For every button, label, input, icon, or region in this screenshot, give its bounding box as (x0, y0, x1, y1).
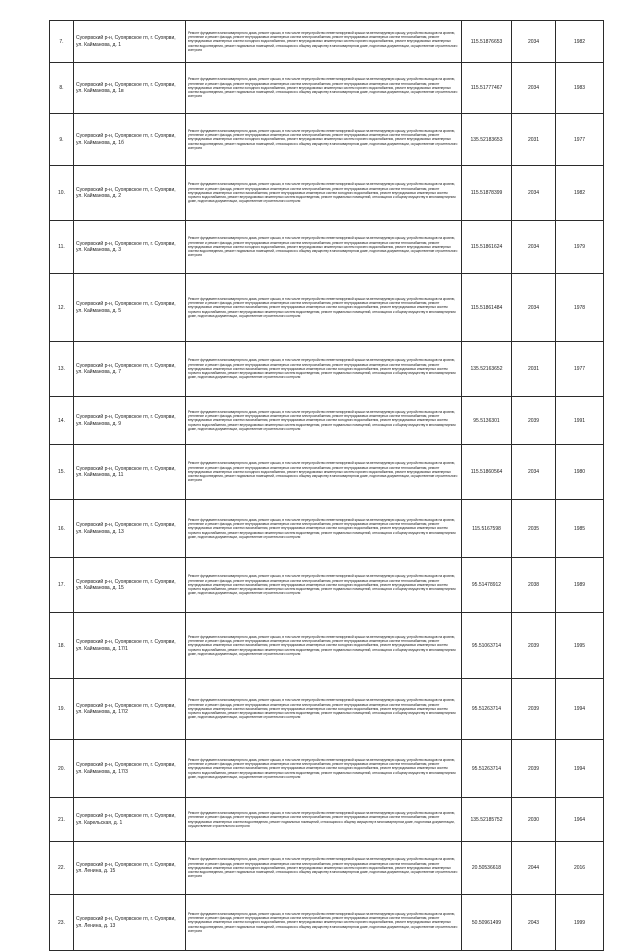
planned-year-cell: 2039 (512, 679, 556, 740)
planned-year-cell: 2031 (512, 114, 556, 166)
table-row (50, 842, 604, 895)
address-cell: Суоярвский р-н, Суоярвское гп, г. Суоярви, ул. Кайманова, д. 5 (74, 274, 186, 342)
address-cell: Суоярвский р-н, Суоярвское гп, г. Суоярви, ул. Кайманова, д. 11 (74, 445, 186, 500)
work-list-cell: Ремонт фундамента многоквартирного дома, ремонт крыши, в том числе переустройство невентилируемой крыши на вентилируемую крышу, устройство выходов на кровлю, утепление и ремонт фасада, ремонт внутридомовых инженерных систем электроснабжения, ремонт внутридомовых инженерных систем теплоснабжения, ремонт внутридомовых инженерных систем холодного водоснабжения, ремонт внутридомовых инженерных систем горячего водоснабжения, ремонт внутридомовых инженерных систем водоотведения, ремонт подвальных помещений, относящихся к общему имуществу в многоквартирном доме, подготовка документации, осуществление строительного контроля (186, 21, 462, 63)
work-list-cell: Ремонт фундамента многоквартирного дома, ремонт крыши, в том числе переустройство невентилируемой крыши на вентилируемую крышу, устройство выходов на кровлю, утепление и ремонт фасада, ремонт внутридомовых инженерных систем электроснабжения, ремонт внутридомовых инженерных систем теплоснабжения, ремонт внутридомовых инженерных систем газоснабжения, ремонт внутридомовых инженерных систем холодного водоснабжения, ремонт внутридомовых инженерных систем горячего водоснабжения, ремонт внутридомовых инженерных систем водоотведения, ремонт подвальных помещений, относящихся к общему имуществу в многоквартирном доме, подготовка документации, осуществление строительного контроля (186, 613, 462, 679)
capital-repair-register-table (49, 20, 604, 951)
work-list-cell: Ремонт фундамента многоквартирного дома, ремонт крыши, в том числе переустройство невентилируемой крыши на вентилируемую крышу, устройство выходов на кровлю, утепление и ремонт фасада, ремонт внутридомовых инженерных систем электроснабжения, ремонт внутридомовых инженерных систем теплоснабжения, ремонт внутридомовых инженерных систем холодного водоснабжения, ремонт внутридомовых инженерных систем горячего водоснабжения, ремонт внутридомовых инженерных систем водоотведения, ремонт подвальных помещений, относящихся к общему имуществу в многоквартирном доме, подготовка документации, осуществление строительного контроля (186, 842, 462, 895)
table-row (50, 558, 604, 613)
table-row (50, 114, 604, 166)
planned-year-cell: 2034 (512, 166, 556, 221)
planned-year-cell: 2034 (512, 21, 556, 63)
address-cell: Суоярвский р-н, Суоярвское гп, г. Суоярви, ул. Карельская, д. 1 (74, 798, 186, 842)
cost-cell: 115.51861624 (462, 221, 512, 274)
table-row (50, 166, 604, 221)
register-rows (50, 21, 604, 951)
planned-year-cell: 2034 (512, 274, 556, 342)
cost-cell: 95.51478912 (462, 558, 512, 613)
construction-year-cell: 1994 (556, 740, 604, 798)
construction-year-cell: 1977 (556, 342, 604, 397)
cost-cell: 135.52163652 (462, 342, 512, 397)
work-list-cell: Ремонт фундамента многоквартирного дома, ремонт крыши, в том числе переустройство невентилируемой крыши на вентилируемую крышу, устройство выходов на кровлю, утепление и ремонт фасада, ремонт внутридомовых инженерных систем электроснабжения, ремонт внутридомовых инженерных систем теплоснабжения, ремонт внутридомовых инженерных систем газоснабжения, ремонт внутридомовых инженерных систем холодного водоснабжения, ремонт внутридомовых инженерных систем горячего водоснабжения, ремонт внутридомовых инженерных систем водоотведения, ремонт подвальных помещений, относящихся к общему имуществу в многоквартирном доме, подготовка документации, осуществление строительного контроля (186, 558, 462, 613)
row-number-cell: 13. (50, 342, 74, 397)
row-number-cell: 14. (50, 397, 74, 445)
planned-year-cell: 2038 (512, 558, 556, 613)
row-number-cell: 11. (50, 221, 74, 274)
construction-year-cell: 1999 (556, 895, 604, 951)
cost-cell: 115.51878399 (462, 166, 512, 221)
table-row (50, 679, 604, 740)
table-row (50, 798, 604, 842)
table-row (50, 342, 604, 397)
address-cell: Суоярвский р-н, Суоярвское гп, г. Суоярви, ул. Кайманова, д. 1 (74, 21, 186, 63)
planned-year-cell: 2043 (512, 895, 556, 951)
cost-cell: 135.52185752 (462, 798, 512, 842)
row-number-cell: 19. (50, 679, 74, 740)
construction-year-cell: 1995 (556, 613, 604, 679)
table-row (50, 221, 604, 274)
work-list-cell: Ремонт фундамента многоквартирного дома, ремонт крыши, в том числе переустройство невентилируемой крыши на вентилируемую крышу, устройство выходов на кровлю, утепление и ремонт фасада, ремонт внутридомовых инженерных систем электроснабжения, ремонт внутридомовых инженерных систем теплоснабжения, ремонт внутридомовых инженерных систем холодного водоснабжения, ремонт внутридомовых инженерных систем горячего водоснабжения, ремонт внутридомовых инженерных систем водоотведения, ремонт подвальных помещений, относящихся к общему имуществу в многоквартирном доме, подготовка документации, осуществление строительного контроля (186, 445, 462, 500)
table-row (50, 740, 604, 798)
cost-cell: 95.51063714 (462, 613, 512, 679)
address-cell: Суоярвский р-н, Суоярвское гп, г. Суоярви, ул. Кайманова, д. 13 (74, 500, 186, 558)
work-list-cell: Ремонт фундамента многоквартирного дома, ремонт крыши, в том числе переустройство невентилируемой крыши на вентилируемую крышу, устройство выходов на кровлю, утепление и ремонт фасада, ремонт внутридомовых инженерных систем электроснабжения, ремонт внутридомовых инженерных систем теплоснабжения, ремонт внутридомовых инженерных систем газоснабжения, ремонт внутридомовых инженерных систем холодного водоснабжения, ремонт внутридомовых инженерных систем горячего водоснабжения, ремонт внутридомовых инженерных систем водоотведения, ремонт подвальных помещений, относящихся к общему имуществу в многоквартирном доме, подготовка документации, осуществление строительного контроля (186, 679, 462, 740)
planned-year-cell: 2034 (512, 221, 556, 274)
address-cell: Суоярвский р-н, Суоярвское гп, г. Суоярви, ул. Кайманова, д. 1в (74, 63, 186, 114)
row-number-cell: 15. (50, 445, 74, 500)
work-list-cell: Ремонт фундамента многоквартирного дома, ремонт крыши, в том числе переустройство невентилируемой крыши на вентилируемую крышу, устройство выходов на кровлю, утепление и ремонт фасада, ремонт внутридомовых инженерных систем электроснабжения, ремонт внутридомовых инженерных систем теплоснабжения, ремонт внутридомовых инженерных систем газоснабжения, ремонт внутридомовых инженерных систем холодного водоснабжения, ремонт внутридомовых инженерных систем горячего водоснабжения, ремонт внутридомовых инженерных систем водоотведения, ремонт подвальных помещений, относящихся к общему имуществу в многоквартирном доме, подготовка документации, осуществление строительного контроля (186, 342, 462, 397)
cost-cell: 20.50536618 (462, 842, 512, 895)
construction-year-cell: 1978 (556, 274, 604, 342)
address-cell: Суоярвский р-н, Суоярвское гп, г. Суоярви, ул. Ленина, д. 15 (74, 842, 186, 895)
work-list-cell: Ремонт фундамента многоквартирного дома, ремонт крыши, в том числе переустройство невентилируемой крыши на вентилируемую крышу, устройство выходов на кровлю, утепление и ремонт фасада, ремонт внутридомовых инженерных систем электроснабжения, ремонт внутридомовых инженерных систем теплоснабжения, ремонт внутридомовых инженерных систем газоснабжения, ремонт внутридомовых инженерных систем холодного водоснабжения, ремонт внутридомовых инженерных систем горячего водоснабжения, ремонт внутридомовых инженерных систем водоотведения, ремонт подвальных помещений, относящихся к общему имуществу в многоквартирном доме, подготовка документации, осуществление строительного контроля (186, 500, 462, 558)
work-list-cell: Ремонт фундамента многоквартирного дома, ремонт крыши, в том числе переустройство невентилируемой крыши на вентилируемую крышу, устройство выходов на кровлю, утепление и ремонт фасада, ремонт внутридомовых инженерных систем электроснабжения, ремонт внутридомовых инженерных систем теплоснабжения, ремонт внутридомовых инженерных систем газоснабжения, ремонт внутридомовых инженерных систем холодного водоснабжения, ремонт внутридомовых инженерных систем горячего водоснабжения, ремонт внутридомовых инженерных систем водоотведения, ремонт подвальных помещений, относящихся к общему имуществу в многоквартирном доме, подготовка документации, осуществление строительного контроля (186, 740, 462, 798)
row-number-cell: 18. (50, 613, 74, 679)
construction-year-cell: 1991 (556, 397, 604, 445)
cost-cell: 115.5167598 (462, 500, 512, 558)
cost-cell: 95.51263714 (462, 740, 512, 798)
construction-year-cell: 2016 (556, 842, 604, 895)
cost-cell: 95.5136301 (462, 397, 512, 445)
cost-cell: 115.51777467 (462, 63, 512, 114)
construction-year-cell: 1979 (556, 221, 604, 274)
construction-year-cell: 1994 (556, 679, 604, 740)
address-cell: Суоярвский р-н, Суоярвское гп, г. Суоярви, ул. Кайманова, д. 1б (74, 114, 186, 166)
table-row (50, 895, 604, 951)
row-number-cell: 8. (50, 63, 74, 114)
construction-year-cell: 1982 (556, 21, 604, 63)
planned-year-cell: 2039 (512, 613, 556, 679)
work-list-cell: Ремонт фундамента многоквартирного дома, ремонт крыши, в том числе переустройство невентилируемой крыши на вентилируемую крышу, устройство выходов на кровлю, утепление и ремонт фасада, ремонт внутридомовых инженерных систем электроснабжения, ремонт внутридомовых инженерных систем теплоснабжения, ремонт внутридомовых инженерных систем газоснабжения, ремонт внутридомовых инженерных систем холодного водоснабжения, ремонт внутридомовых инженерных систем горячего водоснабжения, ремонт внутридомовых инженерных систем водоотведения, ремонт подвальных помещений, относящихся к общему имуществу в многоквартирном доме, подготовка документации, осуществление строительного контроля (186, 166, 462, 221)
cost-cell: 115.51861484 (462, 274, 512, 342)
table-row (50, 21, 604, 63)
cost-cell: 115.51876653 (462, 21, 512, 63)
row-number-cell: 23. (50, 895, 74, 951)
address-cell: Суоярвский р-н, Суоярвское гп, г. Суоярви, ул. Кайманова, д. 17/2 (74, 679, 186, 740)
work-list-cell: Ремонт фундамента многоквартирного дома, ремонт крыши, в том числе переустройство невентилируемой крыши на вентилируемую крышу, устройство выходов на кровлю, утепление и ремонт фасада, ремонт внутридомовых инженерных систем электроснабжения, ремонт внутридомовых инженерных систем теплоснабжения, ремонт внутридомовых инженерных систем холодного водоснабжения, ремонт внутридомовых инженерных систем горячего водоснабжения, ремонт внутридомовых инженерных систем водоотведения, ремонт подвальных помещений, относящихся к общему имуществу в многоквартирном доме, подготовка документации, осуществление строительного контроля (186, 63, 462, 114)
row-number-cell: 12. (50, 274, 74, 342)
address-cell: Суоярвский р-н, Суоярвское гп, г. Суоярви, ул. Кайманова, д. 3 (74, 221, 186, 274)
address-cell: Суоярвский р-н, Суоярвское гп, г. Суоярви, ул. Кайманова, д. 7 (74, 342, 186, 397)
construction-year-cell: 1983 (556, 63, 604, 114)
planned-year-cell: 2034 (512, 445, 556, 500)
work-list-cell: Ремонт фундамента многоквартирного дома, ремонт крыши, в том числе переустройство невентилируемой крыши на вентилируемую крышу, устройство выходов на кровлю, утепление и ремонт фасада, ремонт внутридомовых инженерных систем электроснабжения, ремонт внутридомовых инженерных систем теплоснабжения, ремонт внутридомовых инженерных систем водоотведения, ремонт подвальных помещений, относящихся к общему имуществу в многоквартирном доме, подготовка документации, осуществление строительного контроля (186, 798, 462, 842)
row-number-cell: 7. (50, 21, 74, 63)
construction-year-cell: 1977 (556, 114, 604, 166)
planned-year-cell: 2044 (512, 842, 556, 895)
address-cell: Суоярвский р-н, Суоярвское гп, г. Суоярви, ул. Кайманова, д. 17/1 (74, 613, 186, 679)
row-number-cell: 17. (50, 558, 74, 613)
table-row (50, 397, 604, 445)
table-row (50, 274, 604, 342)
table-row (50, 500, 604, 558)
table-row (50, 63, 604, 114)
row-number-cell: 10. (50, 166, 74, 221)
table-row (50, 445, 604, 500)
planned-year-cell: 2031 (512, 342, 556, 397)
planned-year-cell: 2035 (512, 500, 556, 558)
construction-year-cell: 1989 (556, 558, 604, 613)
planned-year-cell: 2030 (512, 798, 556, 842)
construction-year-cell: 1982 (556, 166, 604, 221)
construction-year-cell: 1985 (556, 500, 604, 558)
construction-year-cell: 1980 (556, 445, 604, 500)
row-number-cell: 9. (50, 114, 74, 166)
work-list-cell: Ремонт фундамента многоквартирного дома, ремонт крыши, в том числе переустройство невентилируемой крыши на вентилируемую крышу, устройство выходов на кровлю, утепление и ремонт фасада, ремонт внутридомовых инженерных систем электроснабжения, ремонт внутридомовых инженерных систем теплоснабжения, ремонт внутридомовых инженерных систем газоснабжения, ремонт внутридомовых инженерных систем холодного водоснабжения, ремонт внутридомовых инженерных систем горячего водоснабжения, ремонт внутридомовых инженерных систем водоотведения, ремонт подвальных помещений, относящихся к общему имуществу в многоквартирном доме, подготовка документации, осуществление строительного контроля (186, 274, 462, 342)
cost-cell: 115.51860564 (462, 445, 512, 500)
cost-cell: 135.52183653 (462, 114, 512, 166)
cost-cell: 95.51263714 (462, 679, 512, 740)
planned-year-cell: 2039 (512, 397, 556, 445)
planned-year-cell: 2039 (512, 740, 556, 798)
row-number-cell: 20. (50, 740, 74, 798)
work-list-cell: Ремонт фундамента многоквартирного дома, ремонт крыши, в том числе переустройство невентилируемой крыши на вентилируемую крышу, устройство выходов на кровлю, утепление и ремонт фасада, ремонт внутридомовых инженерных систем электроснабжения, ремонт внутридомовых инженерных систем теплоснабжения, ремонт внутридомовых инженерных систем газоснабжения, ремонт внутридомовых инженерных систем холодного водоснабжения, ремонт внутридомовых инженерных систем горячего водоснабжения, ремонт внутридомовых инженерных систем водоотведения, ремонт подвальных помещений, относящихся к общему имуществу в многоквартирном доме, подготовка документации, осуществление строительного контроля (186, 397, 462, 445)
work-list-cell: Ремонт фундамента многоквартирного дома, ремонт крыши, в том числе переустройство невентилируемой крыши на вентилируемую крышу, устройство выходов на кровлю, утепление и ремонт фасада, ремонт внутридомовых инженерных систем электроснабжения, ремонт внутридомовых инженерных систем теплоснабжения, ремонт внутридомовых инженерных систем холодного водоснабжения, ремонт внутридомовых инженерных систем горячего водоснабжения, ремонт внутридомовых инженерных систем водоотведения, ремонт подвальных помещений, относящихся к общему имуществу в многоквартирном доме, подготовка документации, осуществление строительного контроля (186, 114, 462, 166)
address-cell: Суоярвский р-н, Суоярвское гп, г. Суоярви, ул. Кайманова, д. 2 (74, 166, 186, 221)
work-list-cell: Ремонт фундамента многоквартирного дома, ремонт крыши, в том числе переустройство невентилируемой крыши на вентилируемую крышу, устройство выходов на кровлю, утепление и ремонт фасада, ремонт внутридомовых инженерных систем электроснабжения, ремонт внутридомовых инженерных систем теплоснабжения, ремонт внутридомовых инженерных систем холодного водоснабжения, ремонт внутридомовых инженерных систем горячего водоснабжения, ремонт внутридомовых инженерных систем водоотведения, ремонт подвальных помещений, относящихся к общему имуществу в многоквартирном доме, подготовка документации, осуществление строительного контроля (186, 895, 462, 951)
construction-year-cell: 1964 (556, 798, 604, 842)
cost-cell: 50.50961499 (462, 895, 512, 951)
address-cell: Суоярвский р-н, Суоярвское гп, г. Суоярви, ул. Кайманова, д. 17/3 (74, 740, 186, 798)
row-number-cell: 16. (50, 500, 74, 558)
address-cell: Суоярвский р-н, Суоярвское гп, г. Суоярви, ул. Кайманова, д. 9 (74, 397, 186, 445)
address-cell: Суоярвский р-н, Суоярвское гп, г. Суоярви, ул. Кайманова, д. 15 (74, 558, 186, 613)
planned-year-cell: 2034 (512, 63, 556, 114)
table-row (50, 613, 604, 679)
address-cell: Суоярвский р-н, Суоярвское гп, г. Суоярви, ул. Ленина, д. 13 (74, 895, 186, 951)
work-list-cell: Ремонт фундамента многоквартирного дома, ремонт крыши, в том числе переустройство невентилируемой крыши на вентилируемую крышу, устройство выходов на кровлю, утепление и ремонт фасада, ремонт внутридомовых инженерных систем электроснабжения, ремонт внутридомовых инженерных систем теплоснабжения, ремонт внутридомовых инженерных систем холодного водоснабжения, ремонт внутридомовых инженерных систем горячего водоснабжения, ремонт внутридомовых инженерных систем водоотведения, ремонт подвальных помещений, относящихся к общему имуществу в многоквартирном доме, подготовка документации, осуществление строительного контроля (186, 221, 462, 274)
row-number-cell: 21. (50, 798, 74, 842)
row-number-cell: 22. (50, 842, 74, 895)
